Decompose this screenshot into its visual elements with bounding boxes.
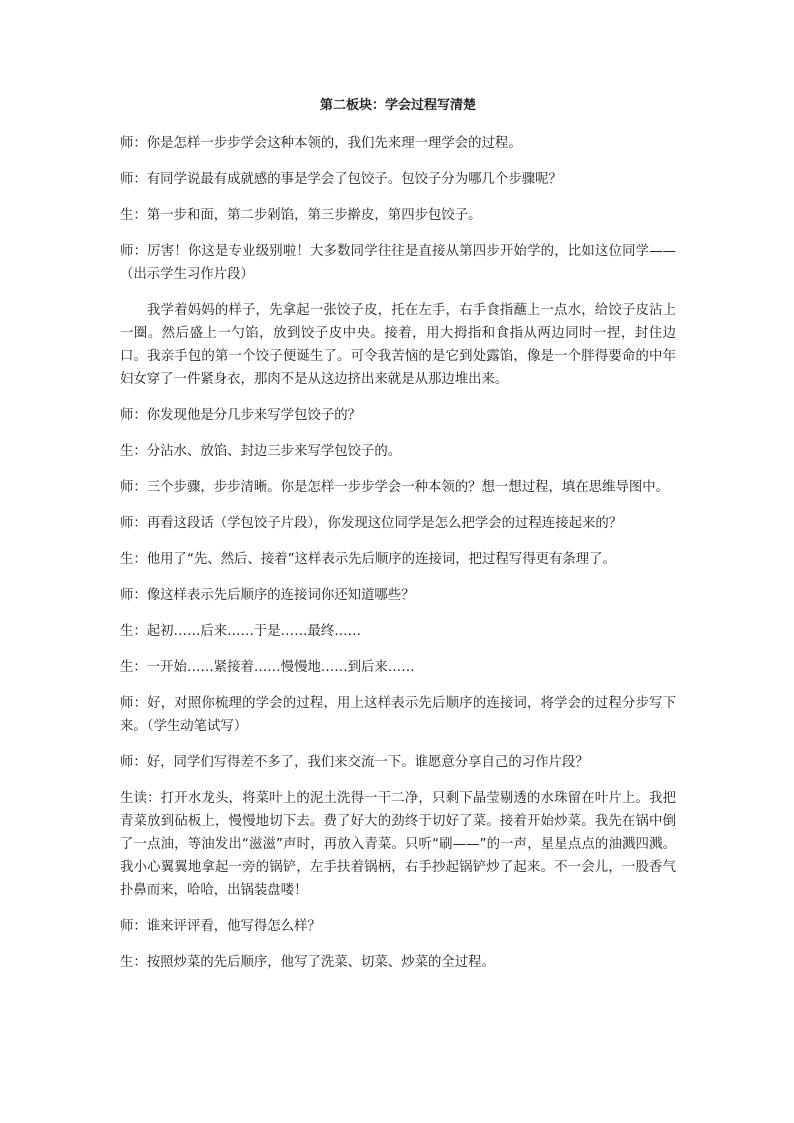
paragraph-13: 生：一开始……紧接着……慢慢地……到后来…… bbox=[120, 660, 415, 675]
paragraph-9: 师：再看这段话（学包饺子片段），你发现这位同学是怎么把学会的过程连接起来的？ bbox=[120, 516, 623, 531]
section-title: 第二板块：学会过程写清楚 bbox=[319, 98, 476, 113]
paragraph-1: 师：你是怎样一步步学会这种本领的，我们先来理一理学会的过程。 bbox=[120, 136, 522, 151]
paragraph-14: 师：好，对照你梳理的学会的过程，用上这样表示先后顺序的连接词，将学会的过程分步写下来。（学生动笔试写） bbox=[120, 696, 676, 734]
paragraph-11: 师：像这样表示先后顺序的连接词你还知道哪些？ bbox=[120, 588, 415, 603]
paragraph-18: 生：按照炒菜的先后顺序，他写了洗菜、切菜、炒菜的全过程。 bbox=[120, 955, 495, 970]
student-excerpt-dumplings: 我学着妈妈的样子，先拿起一张饺子皮，托在左手，右手食指蘸上一点水，给饺子皮沾上一圈。然后盛上一勺馅，放到饺子皮中央。接着，用大拇指和食指从两边同时一捏，封住边口。我亲手包的第一个饺子便诞生了。可令我苦恼的是它到处露馅，像是一个胖得要命的中年妇女穿了一件紧身衣，那肉不是从这边挤出来就是从那边堆出来。 bbox=[120, 303, 676, 387]
paragraph-17: 师：谁来评评看，他写得怎么样？ bbox=[120, 919, 321, 934]
paragraph-6: 师：你发现他是分几步来写学包饺子的？ bbox=[120, 408, 362, 423]
paragraph-3: 生：第一步和面，第二步剁馅，第三步擀皮，第四步包饺子。 bbox=[120, 208, 482, 223]
paragraph-10: 生：他用了“先、然后、接着”这样表示先后顺序的连接词，把过程写得更有条理了。 bbox=[120, 552, 616, 567]
paragraph-2: 师：有同学说最有成就感的事是学会了包饺子。包饺子分为哪几个步骤呢？ bbox=[120, 172, 562, 187]
document-page bbox=[120, 96, 676, 987]
paragraph-8: 师：三个步骤，步步清晰。你是怎样一步步学会一种本领的？想一想过程，填在思维导图中。 bbox=[120, 480, 670, 495]
paragraph-12: 生：起初……后来……于是……最终…… bbox=[120, 624, 362, 639]
paragraph-7: 生：分沾水、放馅、封边三步来写学包饺子的。 bbox=[120, 444, 402, 459]
paragraph-4: 师：厉害！你这是专业级别啦！大多数同学往往是直接从第四步开始学的，比如这位同学——（出示学生习作片段） bbox=[120, 244, 676, 282]
student-reading-cooking: 生读：打开水龙头，将菜叶上的泥土洗得一干二净，只剩下晶莹剔透的水珠留在叶片上。我把青菜放到砧板上，慢慢地切下去。费了好大的劲终于切好了菜。接着开始炒菜。我先在锅中倒了一点油，等油发出“滋滋”声时，再放入青菜。只听“刷——”的一声，星星点点的油溅四溅。我小心翼翼地拿起一旁的锅铲，左手扶着锅柄，右手抄起锅铲炒了起来。不一会儿，一股香气扑鼻而来，哈哈，出锅装盘喽！ bbox=[120, 791, 676, 898]
paragraph-15: 师：好，同学们写得差不多了，我们来交流一下。谁愿意分享自己的习作片段？ bbox=[120, 755, 589, 770]
